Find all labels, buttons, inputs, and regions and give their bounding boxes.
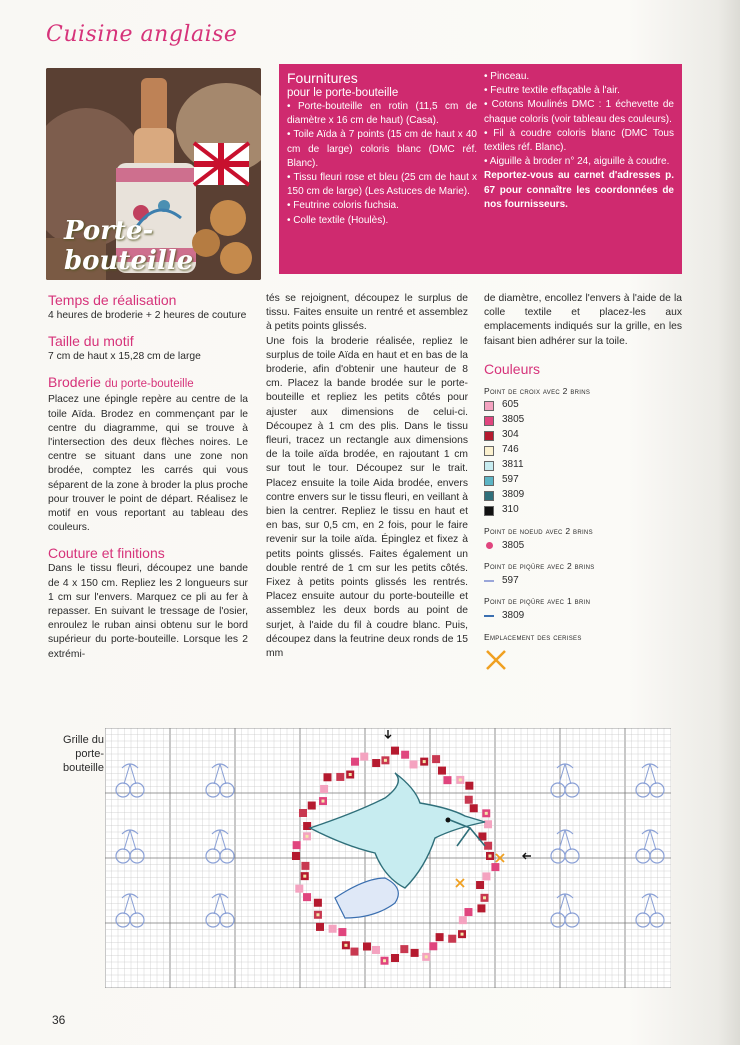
flower-center: [423, 760, 426, 763]
cross-stitch-row: [484, 398, 682, 413]
wreath-stitch: [372, 946, 380, 954]
section-title: Cuisine anglaise: [46, 22, 238, 47]
wreath-stitch: [360, 753, 368, 761]
wreath-stitch: [491, 863, 499, 871]
supplies-column-left: [287, 70, 477, 228]
knot-dot-icon: [486, 542, 493, 549]
color-code: 304: [502, 429, 519, 441]
backstitch2-heading: Point de piqûre avec 2 brins: [484, 561, 595, 572]
grid-label: Grille du porte-bouteille: [63, 734, 104, 774]
cross-stitch-row: [484, 428, 682, 443]
supply-item: • Aiguille à broder n° 24, aiguille à coudre.: [484, 156, 670, 168]
wreath-stitch: [401, 751, 409, 759]
color-code: 605: [502, 399, 519, 411]
color-code: 597: [502, 474, 519, 486]
wreath-stitch: [363, 943, 371, 951]
wreath-stitch: [295, 885, 303, 893]
color-code: 3809: [502, 489, 525, 501]
wreath-stitch: [482, 872, 490, 880]
cross-stitch-row: [484, 488, 682, 503]
flower-center: [483, 896, 486, 899]
color-code: 3805: [502, 414, 525, 426]
backstitch2-code: 597: [502, 574, 519, 586]
text-column-2: [266, 292, 468, 661]
wreath-stitch: [410, 760, 418, 768]
color-code: 746: [502, 444, 519, 456]
wreath-stitch: [436, 933, 444, 941]
flower-center: [461, 933, 464, 936]
embroidery-heading-main: Broderie: [48, 374, 101, 391]
sewing-text: Dans le tissu fleuri, découpez une bande de 4 x 150 cm. Repliez les 2 longueurs sur 1 cm sur l'envers. Marquez ce pli au fer à repasser. En suivant le tressage de l'osier, enroulez le ruban ainsi obtenu sur le bord supérieur du porte-bouteille. Lorsque les 2 extrémi-: [48, 563, 248, 660]
backstitch2-row: [484, 573, 682, 588]
wreath-stitch: [329, 925, 337, 933]
color-swatch-icon: [484, 491, 494, 501]
knot-row: [484, 538, 682, 553]
cross-stitch-list: [484, 398, 682, 518]
supply-item: • Fil à coudre coloris blanc (DMC Tous textiles réf. Blanc).: [484, 127, 674, 154]
wreath-stitch: [459, 916, 467, 924]
supplies-subtitle: pour le porte-bouteille: [287, 87, 399, 99]
wreath-stitch: [308, 802, 316, 810]
supply-item: • Feutrine coloris fuchsia.: [287, 200, 399, 212]
flower-center: [344, 944, 347, 947]
color-code: 310: [502, 504, 519, 516]
supply-item: • Feutre textile effaçable à l'air.: [484, 85, 620, 97]
cherries-heading: Emplacement des cerises: [484, 631, 582, 642]
bird-eye: [446, 818, 451, 823]
color-code: 3811: [502, 459, 524, 471]
color-swatch-icon: [484, 506, 494, 516]
wreath-stitch: [484, 820, 492, 828]
supply-item: • Pinceau.: [484, 71, 530, 82]
wreath-stitch: [443, 776, 451, 784]
wreath-stitch: [432, 755, 440, 763]
wreath-stitch: [303, 822, 311, 830]
sewing-heading: Couture et finitions: [48, 545, 165, 562]
felt-text: de diamètre, encollez l'envers à l'aide de la colle textile et placez-les aux emplacements indiqués sur la grille, en les faisant bien adhérer sur la toile.: [484, 293, 682, 347]
assembly-text: Une fois la broderie réalisée, repliez le surplus de toile Aïda en haut et en bas de la broderie, afin d'obtenir une hauteur de 8 cm. Placez la bande brodée sur le porte-bouteille et repliez les petits côtés pour ajuster aux dimensions de celui-ci. Découpez à 1 cm des plis. Dans le tissu fleuri, tracez un rectangle aux dimensions de la toile aïda brodée, en rajoutant 1 cm sur tout le tour. Découpez sur le trait. Placez ensuite la toile Aida brodée, envers contre envers sur le tissu fleuri, en veillant à bien la centrer. Repliez le tissu en haut et en bas, sur 0,5 cm, en 2 fois, pour le faire revenir sur la toile aïda. Épinglez et fixez à petits points glissés. Faites également un double rentré de 1 cm sur les petits côtés. Fixez à petits points glissés les rentrés. Placez ensuite autour du porte-bouteille et assemblez les deux bords au point de surjet, à l'aide du fil à coudre blanc. Puis, découpez dans la feutrine deux ronds de 15 mm: [266, 335, 468, 660]
supply-item: • Toile Aïda à 7 points (15 cm de haut x 40 cm de large) coloris blanc (DMC réf. Blanc).: [287, 129, 477, 169]
cross-stitch-heading: Point de croix avec 2 brins: [484, 385, 591, 396]
size-heading: Taille du motif: [48, 333, 134, 350]
wreath-stitch: [465, 782, 473, 790]
wreath-stitch: [438, 767, 446, 775]
flower-center: [349, 773, 352, 776]
wreath-stitch: [429, 942, 437, 950]
time-text: 4 heures de broderie + 2 heures de couture: [48, 310, 247, 321]
supply-item: • Tissu fleuri rose et bleu (25 cm de haut x 150 cm de large) (Les Astuces de Marie).: [287, 172, 477, 198]
flower-center: [384, 759, 387, 762]
wreath-stitch: [411, 949, 419, 957]
cross-stitch-row: [484, 458, 682, 473]
backstitch1-heading: Point de piqûre avec 1 brin: [484, 596, 591, 607]
wreath-stitch: [391, 747, 399, 755]
flower-center: [305, 835, 308, 838]
embroidery-heading: [48, 374, 248, 393]
wreath-stitch: [470, 804, 478, 812]
color-swatch-icon: [484, 461, 494, 471]
wreath-stitch: [464, 908, 472, 916]
wreath-stitch: [400, 945, 408, 953]
supplier-note: Reportez-vous au carnet d'adresses p. 67 pour connaître les coordonnées de nos fournisseurs.: [484, 170, 674, 210]
wreath-stitch: [314, 899, 322, 907]
wreath-stitch: [336, 773, 344, 781]
wreath-stitch: [477, 904, 485, 912]
text-column-3: [484, 292, 682, 677]
backstitch-line-icon: [484, 615, 494, 617]
cherry-mark-icon: [484, 648, 682, 677]
supply-item: • Cotons Moulinés DMC : 1 échevette de chaque coloris (voir tableau des couleurs).: [484, 99, 674, 125]
flower-center: [425, 955, 428, 958]
wreath-stitch: [476, 881, 484, 889]
color-swatch-icon: [484, 401, 494, 411]
flower-center: [459, 778, 462, 781]
supplies-column-right: [484, 70, 674, 212]
color-legend: [484, 384, 682, 677]
grid-chart: [105, 728, 671, 988]
backstitch1-row: [484, 609, 682, 624]
embroidery-text: Placez une épingle repère au centre de la toile Aïda. Brodez en commençant par le centre du diagramme, qui se trouve à l'intersection des deux flèches noires. Le centre se situant dans une zone non brodée, comptez les carrés qui vous séparent de la zone à broder la plus proche pour trouver le point de départ. Réalisez le motif en vous reportant au tableau des couleurs.: [48, 394, 248, 534]
wreath-stitch: [465, 796, 473, 804]
cross-stitch-grid: [105, 728, 671, 988]
backstitch-line-icon: [484, 580, 494, 582]
wreath-stitch: [320, 785, 328, 793]
color-swatch-icon: [484, 476, 494, 486]
wreath-stitch: [292, 852, 300, 860]
flower-center: [485, 812, 488, 815]
cross-stitch-row: [484, 473, 682, 488]
wreath-stitch: [303, 893, 311, 901]
page-number: 36: [52, 1013, 66, 1027]
cross-stitch-row: [484, 413, 682, 428]
sewing-text-cont: tés se rejoignent, découpez le surplus de tissu. Faites ensuite un rentré et assemblez à petits points glissés.: [266, 293, 468, 333]
product-photo: [46, 68, 261, 280]
wreath-stitch: [316, 923, 324, 931]
flower-center: [489, 855, 492, 858]
knot-code: 3805: [502, 539, 525, 551]
supply-item: • Porte-bouteille en rotin (11,5 cm de diamètre x 16 cm de haut) (Casa).: [287, 101, 477, 127]
photo-caption: Porte-bouteille: [64, 216, 194, 276]
wreath-stitch: [299, 809, 307, 817]
cross-stitch-row: [484, 443, 682, 458]
cherry-cross-icon: [484, 648, 508, 672]
supplies-box: [279, 64, 682, 274]
wreath-stitch: [338, 928, 346, 936]
text-column-1: [48, 292, 248, 662]
flower-center: [383, 959, 386, 962]
color-swatch-icon: [484, 446, 494, 456]
wreath-stitch: [323, 773, 331, 781]
backstitch1-code: 3809: [502, 610, 525, 622]
knot-heading: Point de noeud avec 2 brins: [484, 526, 593, 537]
embroidery-heading-sub: du porte-bouteille: [104, 378, 194, 391]
wreath-stitch: [350, 948, 358, 956]
size-text: 7 cm de haut x 15,28 cm de large: [48, 351, 201, 363]
supplies-title: Fournitures: [287, 70, 358, 86]
colors-heading: Couleurs: [484, 360, 541, 377]
time-heading: Temps de réalisation: [48, 292, 177, 308]
color-swatch-icon: [484, 416, 494, 426]
flower-center: [316, 913, 319, 916]
cross-stitch-row: [484, 503, 682, 518]
supply-item: • Colle textile (Houlès).: [287, 214, 389, 226]
wreath-stitch: [351, 758, 359, 766]
wreath-stitch: [301, 862, 309, 870]
wreath-stitch: [372, 759, 380, 767]
color-swatch-icon: [484, 431, 494, 441]
flower-center: [303, 875, 306, 878]
flower-center: [321, 800, 324, 803]
wreath-stitch: [448, 935, 456, 943]
wreath-stitch: [293, 841, 301, 849]
wreath-stitch: [391, 954, 399, 962]
